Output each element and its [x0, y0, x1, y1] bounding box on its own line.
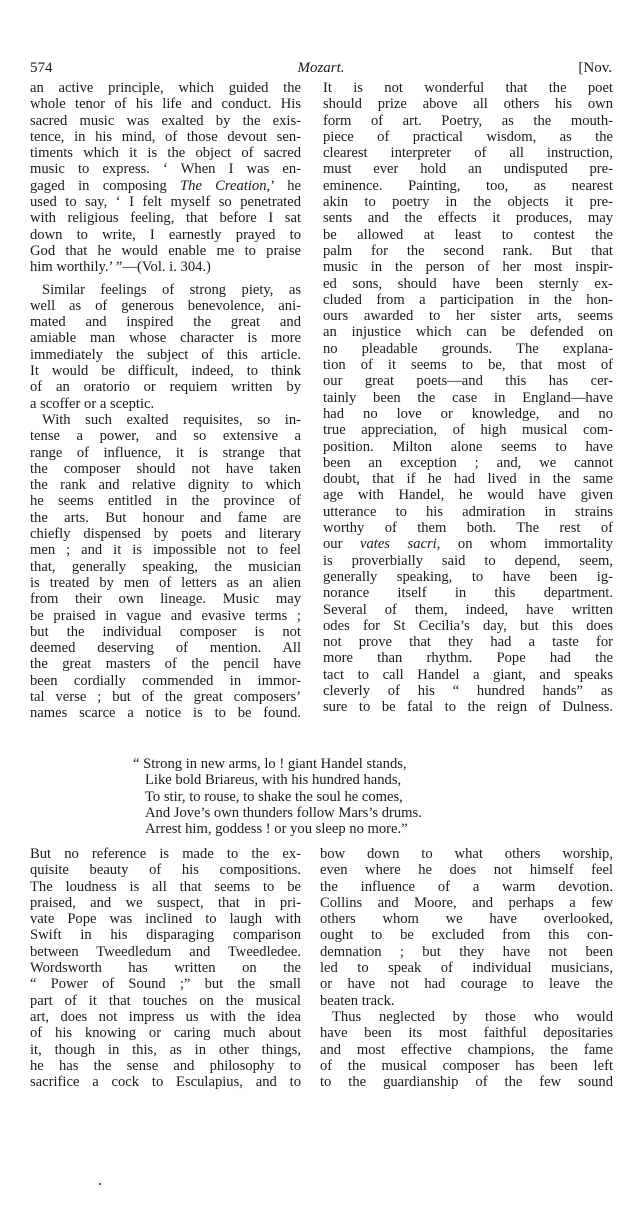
text-line: tainly been the case in England—have	[323, 389, 613, 406]
text-line: sacred music was exalted by the exis-	[30, 112, 301, 129]
text-line: even where he does not himself feel	[320, 862, 613, 879]
text-line: It is not wonderful that the poet	[323, 80, 613, 96]
text-line: tense a power, and so extensive a	[30, 428, 301, 445]
text-line: been an exception ; and, we cannot	[323, 454, 613, 471]
paragraph-start: Similar feelings of strong piety, as	[42, 281, 301, 298]
text-line: beaten track.	[320, 992, 395, 1009]
text-line: used to say, ‘ I felt myself so penetrated	[30, 194, 301, 211]
text-line: utterance to his admiration in strains	[323, 503, 613, 520]
text-line: tact to call Handel a giant, and speaks	[323, 666, 613, 683]
text-line: led to speak of individual musicians,	[320, 960, 613, 977]
text-line: he seems entitled in the province of	[30, 493, 301, 510]
paragraph-start: Thus neglected by those who would	[332, 1008, 613, 1025]
text-line: but the individual composer is not	[30, 623, 301, 640]
text-line: no pleadable grounds. The explana-	[323, 340, 613, 357]
text-line: have been its most faithful depositaries	[320, 1025, 613, 1042]
paragraph-start: With such exalted requisites, so in-	[42, 411, 301, 428]
text-line: God that he would enable me to praise	[30, 242, 301, 259]
date-mark: [Nov.	[578, 60, 612, 76]
scan-speck	[99, 1183, 101, 1185]
text-line: the influence of a warm devotion.	[320, 878, 613, 895]
text-line-with-italic	[323, 536, 613, 552]
text-line: more than rhythm. Pope had the	[323, 650, 613, 667]
text-line: of an oratorio or requiem written by	[30, 379, 301, 396]
text-line: down to write, I earnestly prayed to	[30, 226, 301, 243]
text-line: is proverbially said to depend, seem,	[323, 552, 613, 569]
running-title: Mozart.	[297, 60, 345, 76]
text-line: mated and inspired the great and	[30, 314, 301, 331]
text-line-with-italic	[30, 178, 301, 194]
text-line: is treated by men of letters as an alien	[30, 574, 301, 591]
text-line: music to express. ‘ When I was en-	[30, 161, 301, 178]
left-column-bottom	[30, 846, 301, 1090]
text-line: must ever hold an undisputed pre-	[323, 161, 613, 178]
text-line: he has the sense and philosophy to	[30, 1057, 301, 1074]
text-line: norance itself in this department.	[323, 585, 613, 602]
text-line: be allowed at least to contest the	[323, 226, 613, 243]
text-line: should prize above all others his own	[323, 96, 613, 113]
text-line: odes for St Cecilia’s day, but this does	[323, 617, 613, 634]
verse-line: To stir, to rouse, to shake the soul he comes,	[145, 788, 403, 805]
text-line: ours awarded to her sister arts, seems	[323, 308, 613, 325]
text-line: bow down to what others worship,	[320, 846, 613, 862]
text-line: ed sons, should have been sternly ex-	[323, 275, 613, 292]
text-line: immediately the subject of this article.	[30, 346, 301, 363]
text-line: chiefly dispensed by poets and literary	[30, 526, 301, 543]
verse-line: “ Strong in new arms, lo ! giant Handel stands,	[133, 756, 407, 772]
text-line: art, does not impress us with the idea	[30, 1008, 301, 1025]
text-line: our great poets—and this has cer-	[323, 373, 613, 390]
text-line: men ; and it is impossible not to feel	[30, 542, 301, 559]
text-line: “ Power of Sound ;” but the small	[30, 976, 301, 993]
text-line: sure to be fatal to the reign of Dulness.	[323, 699, 613, 716]
text-line: clearest interpreter of all instruction,	[323, 145, 613, 162]
right-column-bottom	[320, 846, 613, 1090]
text-line: the great masters of the pencil have	[30, 656, 301, 673]
text-line: to the guardianship of the few sound	[320, 1074, 613, 1091]
text-line: cleverly of his “ hundred hands” as	[323, 682, 613, 699]
text-line: tal verse ; but of the great composers’	[30, 688, 301, 705]
text-line: of the musical composer has been left	[320, 1057, 613, 1074]
text-line: Wordsworth has written on the	[30, 960, 301, 977]
text-line: quisite beauty of his compositions.	[30, 862, 301, 879]
text-line: deemed deserving of mention. All	[30, 640, 301, 657]
text-line: piece of practical wisdom, as the	[323, 128, 613, 145]
text-segment: on whom immortality	[440, 536, 613, 553]
text-line: him worthily.’ ”—(Vol. i. 304.)	[30, 259, 211, 276]
text-line: But no reference is made to the ex-	[30, 846, 301, 862]
text-line: names scarce a notice is to be found.	[30, 705, 301, 722]
verse-line: Like bold Briareus, with his hundred hands,	[145, 772, 402, 789]
running-header	[30, 60, 612, 78]
text-line: that, generally speaking, the musician	[30, 558, 301, 575]
text-line: tion of it seems to be, that most of	[323, 357, 613, 374]
page-number: 574	[30, 60, 53, 76]
text-line: the rank and relative dignity to which	[30, 477, 301, 494]
text-line: form of art. Poetry, as the mouth-	[323, 112, 613, 129]
text-line: praised, and we suspect, that in pri-	[30, 894, 301, 911]
text-line: Collins and Moore, and perhaps a few	[320, 894, 613, 911]
text-line: sents and the effects it produces, may	[323, 210, 613, 227]
text-line: doubt, that if he had lived in the same	[323, 471, 613, 488]
text-line: part of it that touches on the musical	[30, 992, 301, 1009]
text-line: position. Milton alone seems to have	[323, 438, 613, 455]
text-line: of his knowing or caring much about	[30, 1025, 301, 1042]
text-line: worthy of them both. The rest of	[323, 520, 613, 537]
text-line: range of influence, it is strange that	[30, 444, 301, 461]
text-line: amiable man whose character is more	[30, 330, 301, 347]
text-line: Swift in his disparaging comparison	[30, 927, 301, 944]
text-line: not prove that they had a taste for	[323, 634, 613, 651]
text-line: vate Pope was inclined to laugh with	[30, 911, 301, 928]
text-line: an active principle, which guided the	[30, 80, 301, 96]
verse-line: And Jove’s own thunders follow Mars’s drums.	[145, 804, 422, 821]
right-column-top	[323, 80, 613, 716]
text-line: true appreciation, of high musical com-	[323, 422, 613, 439]
text-line: ought to be excluded from this con-	[320, 927, 613, 944]
text-line: between Tweedledum and Tweedledee.	[30, 943, 301, 960]
text-line: and most effective champions, the fame	[320, 1041, 613, 1058]
text-line: akin to poetry in the objects it pre-	[323, 194, 613, 211]
text-line: the composer should not have taken	[30, 460, 301, 477]
text-line: music in the person of her most inspir-	[323, 259, 613, 276]
text-line: well as of generous benevolence, ani-	[30, 297, 301, 314]
text-line: others whom we have overlooked,	[320, 911, 613, 928]
italic-latin-phrase: vates sacri,	[360, 536, 441, 553]
text-line: age with Handel, he would have given	[323, 487, 613, 504]
verse-line: Arrest him, goddess ! or you sleep no more.”	[145, 821, 408, 838]
text-line: be praised in vague and evasive terms ;	[30, 607, 301, 624]
left-column-top	[30, 80, 301, 722]
text-segment: our	[323, 536, 360, 553]
text-line: timents which it is the object of sacred	[30, 145, 301, 162]
text-segment: ’ he	[270, 177, 301, 194]
text-line: tence, in his mind, of those devout sen-	[30, 128, 301, 145]
text-line: cluded from a participation in the hon-	[323, 291, 613, 308]
text-line: a scoffer or a sceptic.	[30, 395, 155, 412]
text-line: it, though in this, as in other things,	[30, 1041, 301, 1058]
text-line: or have not had courage to leave the	[320, 976, 613, 993]
text-line: generally speaking, to have been ig-	[323, 568, 613, 585]
text-line: had no love or knowledge, and no	[323, 405, 613, 422]
text-segment: gaged in composing	[30, 177, 181, 194]
text-line: from their own lineage. Music may	[30, 591, 301, 608]
text-line: eminence. Painting, too, as nearest	[323, 177, 613, 194]
text-line: The loudness is all that seems to be	[30, 878, 301, 895]
text-line: sacrifice a cock to Esculapius, and to	[30, 1074, 301, 1091]
text-line: palm for the second rank. But that	[323, 242, 613, 259]
italic-title: The Creation,	[180, 177, 271, 194]
text-line: whole tenor of his life and conduct. His	[30, 96, 301, 113]
text-line: It would be difficult, indeed, to think	[30, 363, 301, 380]
text-line: Several of them, indeed, have written	[323, 601, 613, 618]
verse-quotation	[133, 756, 422, 838]
text-line: with religious feeling, that before I sat	[30, 210, 301, 227]
text-line: an injustice which can be defended on	[323, 324, 613, 341]
text-line: the arts. But honour and fame are	[30, 509, 301, 526]
text-line: been cordially commended in immor-	[30, 672, 301, 689]
text-line: demnation ; but they have not been	[320, 943, 613, 960]
